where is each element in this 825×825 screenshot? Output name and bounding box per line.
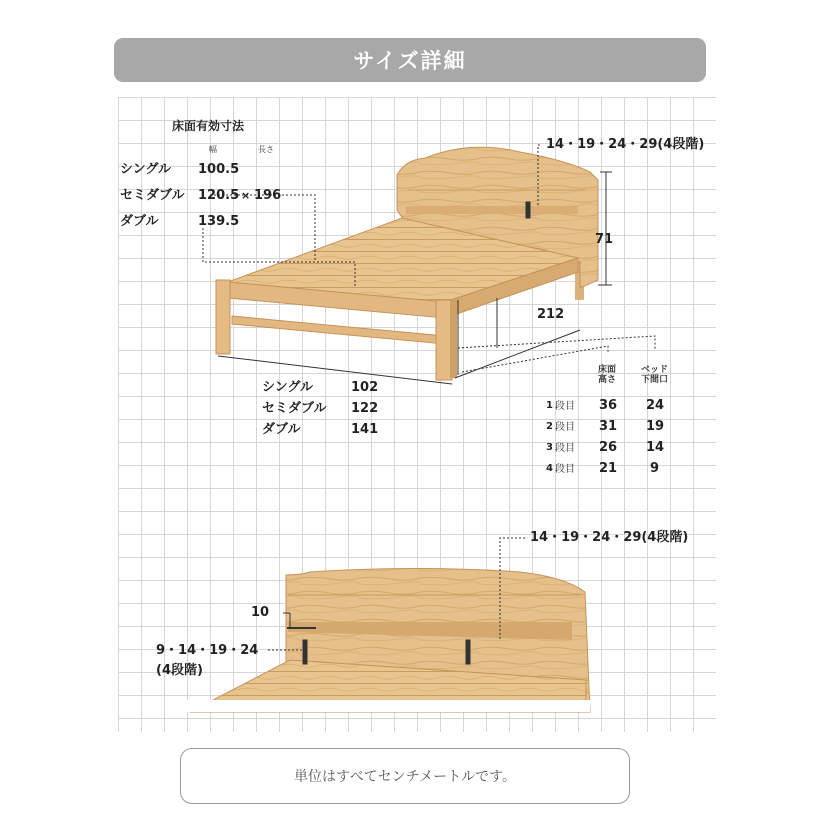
step-unit: 段目 xyxy=(555,464,575,475)
step-number: 3 xyxy=(546,442,553,453)
outer-width-name: シングル xyxy=(262,380,314,395)
clearance-value: 9 xyxy=(650,461,660,476)
table-header-line: 下間口 xyxy=(641,375,669,386)
floor-dims-name: セミダブル xyxy=(120,188,185,203)
table-header-line: 床面 xyxy=(598,365,617,375)
floor-height-value: 26 xyxy=(599,440,618,455)
shelf-steps-label: 9・14・19・24 xyxy=(156,643,259,658)
floor-height-value: 36 xyxy=(599,398,618,413)
step-unit: 段目 xyxy=(555,443,575,454)
outer-width-name: ダブル xyxy=(262,422,301,437)
table-header-line: ベッド xyxy=(641,365,669,375)
shelf-steps-label-2: (4段階) xyxy=(156,663,203,678)
outer-width-value: 122 xyxy=(351,401,379,416)
floor-height-value: 31 xyxy=(599,419,618,434)
step-number: 2 xyxy=(546,421,553,432)
table-header-floor-height xyxy=(598,365,616,386)
step-number: 1 xyxy=(546,400,553,411)
height-total-label: 71 xyxy=(595,232,614,247)
outer-width-value: 102 xyxy=(351,380,379,395)
section-title: サイズ詳細 xyxy=(114,38,706,82)
floor-dims-width: 100.5 xyxy=(198,162,240,177)
bed-headboard-detail xyxy=(170,569,590,713)
shelf-depth-label: 10 xyxy=(251,605,270,620)
floor-dims-width-header: 幅 xyxy=(209,145,217,154)
headboard-steps-label: 14・19・24・29(4段階) xyxy=(546,137,705,152)
length-total-label: 212 xyxy=(537,307,565,322)
floor-dims-length-header: 長さ xyxy=(258,145,274,154)
unit-note: 単位はすべてセンチメートルです。 xyxy=(180,748,630,804)
outer-width-name: セミダブル xyxy=(262,401,327,416)
floor-dims-width: 139.5 xyxy=(198,214,240,229)
table-header-line: 高さ xyxy=(598,375,617,386)
step-number: 4 xyxy=(546,463,553,474)
floor-dims-title: 床面有効寸法 xyxy=(172,119,245,133)
table-header-clearance xyxy=(641,365,668,386)
floor-dims-length: 196 xyxy=(254,188,282,203)
floor-dims-name: ダブル xyxy=(120,214,159,229)
floor-dims-name: シングル xyxy=(120,162,172,177)
clearance-value: 14 xyxy=(646,440,665,455)
detail-steps-label: 14・19・24・29(4段階) xyxy=(530,530,689,545)
step-unit: 段目 xyxy=(555,401,575,412)
clearance-value: 19 xyxy=(646,419,665,434)
floor-dims-width: 120.5 xyxy=(198,188,240,203)
outer-width-value: 141 xyxy=(351,422,379,437)
times-sign: × xyxy=(241,189,251,202)
floor-height-value: 21 xyxy=(599,461,618,476)
step-unit: 段目 xyxy=(555,422,575,433)
clearance-value: 24 xyxy=(646,398,665,413)
